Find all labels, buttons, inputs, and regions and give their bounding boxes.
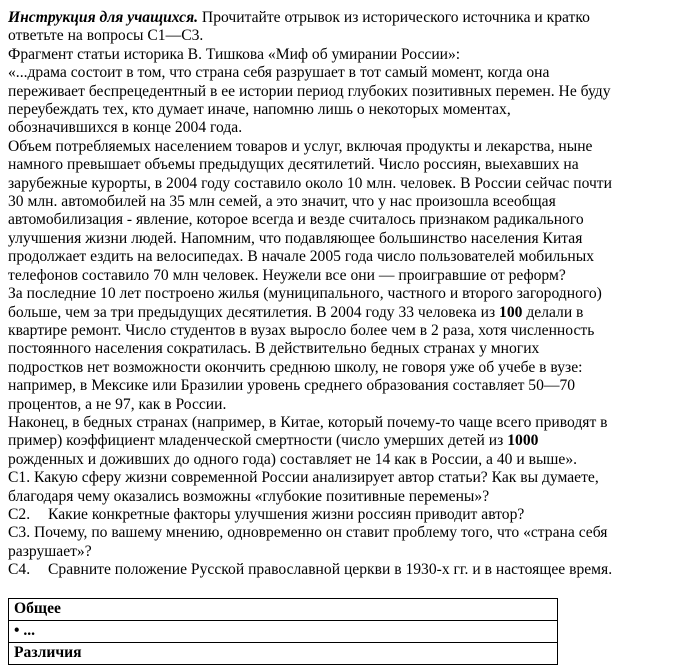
excerpt-line: зарубежные курорты, в 2004 году составило около 10 млн. человек. В России сейчас почти — [8, 174, 612, 192]
excerpt-paragraph-2 — [8, 138, 648, 285]
question-c2-text: Какие конкретные факторы улучшения жизни россиян приводит автор? — [48, 505, 525, 523]
question-c1-line2: благодаря чему оказались возможны «глубокие позитивные перемены»? — [8, 487, 490, 505]
comparison-table — [8, 598, 558, 665]
excerpt-line: За последние 10 лет построено жилья (муниципального, частного и второго загородного) — [8, 285, 602, 303]
question-c1 — [8, 469, 648, 506]
excerpt-paragraph-1 — [8, 64, 648, 138]
question-list — [8, 469, 648, 579]
table-cell-common-item: • ... — [9, 621, 558, 643]
document-body — [8, 9, 648, 580]
instruction-label: Инструкция для учащихся. — [8, 9, 199, 26]
question-c4-text: Сравните положение Русской православной церкви в 1930-х гг. и в настоящее время. — [48, 561, 613, 579]
table-cell-differences-header: Различия — [9, 643, 558, 665]
bold-number: 1000 — [507, 432, 539, 450]
instruction-paragraph — [8, 9, 648, 46]
table-row — [9, 621, 558, 643]
excerpt-line: больше, чем за три предыдущих десятилетия. В 2004 году 33 человека из — [8, 303, 500, 321]
excerpt-line: рожденных и доживших до одного года) составляет не 14 как в России, а 40 и выше». — [8, 450, 578, 468]
table-row — [9, 643, 558, 665]
table-cell-common-header: Общее — [9, 599, 558, 621]
question-c3 — [8, 524, 648, 561]
question-c4-number: С4. — [8, 561, 31, 579]
excerpt-paragraph-3 — [8, 285, 648, 414]
bold-number: 100 — [499, 303, 523, 321]
excerpt-line: автомобилизация - явление, которое всегда и везде считалось признаком радикального — [8, 211, 584, 229]
excerpt-line: «...драма состоит в том, что страна себя разрушает в тот самый момент, когда она — [8, 64, 550, 82]
question-c3-line1: С3. Почему, по вашему мнению, одновременно он ставит проблему того, что «страна себя — [8, 524, 608, 542]
question-c2 — [8, 506, 648, 524]
excerpt-line: пример) коэффициент младенческой смертности (число умерших детей из — [8, 432, 508, 450]
excerpt-line: переживает беспрецедентный в ее истории период глубоких позитивных перемен. Не буду — [8, 82, 611, 100]
excerpt-line: переубеждать тех, кто думает иначе, напомню лишь о некоторых моментах, — [8, 101, 511, 119]
excerpt-line: процентов, а не 97, как в России. — [8, 395, 227, 413]
excerpt-line: Объем потребляемых населением товаров и услуг, включая продукты и лекарства, ныне — [8, 137, 593, 155]
excerpt-line: продолжает ездить на велосипедах. В начале 2005 года число пользователей мобильных — [8, 248, 595, 266]
question-c3-line2: разрушает»? — [8, 542, 92, 560]
excerpt-line: улучшения жизни людей. Напомним, что подавляющее большинство населения Китая — [8, 229, 583, 247]
excerpt-line: постоянного населения сократилась. В действительно бедных странах у многих — [8, 340, 540, 358]
excerpt-line: телефонов составило 70 млн человек. Неужели все они — проигравшие от реформ? — [8, 266, 566, 284]
excerpt-paragraph-4 — [8, 414, 648, 469]
question-c1-line1: С1. Какую сферу жизни современной России анализирует автор статьи? Как вы думаете, — [8, 469, 599, 487]
question-c2-number: С2. — [8, 505, 31, 523]
instruction-text-2: ответьте на вопросы С1—С3. — [8, 27, 204, 45]
excerpt-line: намного превышает объемы предыдущих десятилетий. Число россиян, выехавших на — [8, 156, 579, 174]
excerpt-line: обозначившихся в конце 2004 года. — [8, 119, 243, 137]
instruction-text-1: Прочитайте отрывок из исторического источника и кратко — [198, 9, 590, 26]
excerpt-line: квартире ремонт. Число студентов в вузах выросло более чем в 2 раза, хотя численность — [8, 321, 595, 339]
excerpt-line: Наконец, в бедных странах (например, в Китае, который почему-то чаще всего приводят в — [8, 413, 608, 431]
excerpt-line: 30 млн. автомобилей на 35 млн семей, а это значит, что у нас произошла всеобщая — [8, 193, 556, 211]
question-c4 — [8, 561, 648, 579]
table-row — [9, 599, 558, 621]
excerpt-line: например, в Мексике или Бразилии уровень среднего образования составляет 50—70 — [8, 377, 576, 395]
excerpt-line-tail: делали в — [522, 303, 584, 321]
source-intro: Фрагмент статьи историка В. Тишкова «Миф об умирании России»: — [8, 45, 461, 63]
excerpt-line: подростков нет возможности окончить среднюю школу, не говоря уже об учебе в вузе: — [8, 358, 583, 376]
